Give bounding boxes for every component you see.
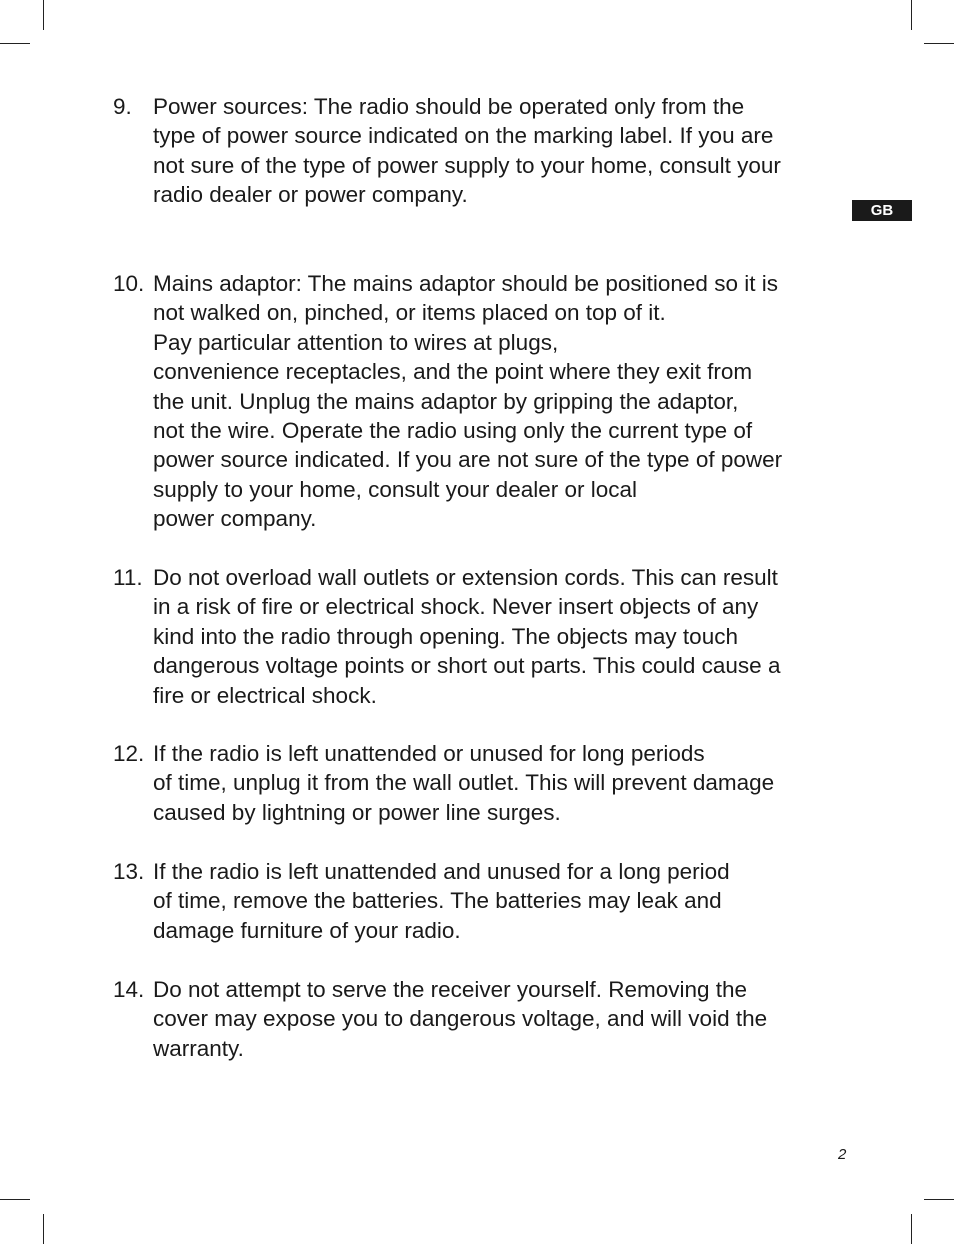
item-text-line: the unit. Unplug the mains adaptor by gripping the adaptor, <box>153 388 739 414</box>
item-text-line: convenience receptacles, and the point where they exit from <box>153 359 753 385</box>
item-number: 14. <box>113 977 145 1002</box>
item-number: 11. <box>113 565 143 590</box>
item-text-line: If the radio is left unattended or unused for long periods <box>153 741 705 766</box>
item-text-line: Pay particular attention to wires at plugs, <box>153 329 559 355</box>
item-text-line: kind into the radio through opening. The objects may touch <box>153 623 738 649</box>
page-number: 2 <box>838 1146 847 1163</box>
item-number: 12. <box>113 741 145 766</box>
list-item-12 <box>113 739 853 827</box>
item-text-line: type of power source indicated on the marking label. If you are <box>153 123 774 149</box>
crop-mark-top-left-vertical <box>43 0 44 30</box>
item-text-line: warranty. <box>153 1035 244 1061</box>
item-text-line: fire or electrical shock. <box>153 682 377 708</box>
crop-mark-bottom-left-vertical <box>43 1214 44 1244</box>
list-item-10 <box>113 269 853 534</box>
item-text-line: Power sources: The radio should be operated only from the <box>153 94 745 119</box>
item-text-line: not the wire. Operate the radio using only the current type of <box>153 418 753 444</box>
crop-mark-bottom-right-horizontal <box>924 1199 954 1200</box>
crop-mark-bottom-right-vertical <box>911 1214 912 1244</box>
item-number: 13. <box>113 859 145 884</box>
item-text-line: cover may expose you to dangerous voltage, and will void the <box>153 1006 768 1032</box>
item-text-line: of time, remove the batteries. The batteries may leak and <box>153 888 722 914</box>
item-text-line: If the radio is left unattended and unused for a long period <box>153 859 730 884</box>
list-item-11 <box>113 563 853 710</box>
list-item-13 <box>113 857 853 945</box>
item-text-line: Do not overload wall outlets or extension cords. This can result <box>153 565 778 590</box>
item-text-line: dangerous voltage points or short out parts. This could cause a <box>153 653 781 679</box>
list-item-9 <box>113 92 853 210</box>
item-text-line: not sure of the type of power supply to your home, consult your <box>153 152 781 178</box>
item-text-line: of time, unplug it from the wall outlet. This will prevent damage <box>153 770 775 796</box>
crop-mark-bottom-left-horizontal <box>0 1199 30 1200</box>
crop-mark-top-left-horizontal <box>0 43 30 44</box>
item-text-line: damage furniture of your radio. <box>153 917 461 943</box>
item-text-line: power company. <box>153 506 317 532</box>
item-number: 10. <box>113 271 145 296</box>
item-text-line: supply to your home, consult your dealer or local <box>153 476 638 502</box>
language-tab: GB <box>852 200 912 221</box>
item-text-line: Do not attempt to serve the receiver yourself. Removing the <box>153 977 748 1002</box>
crop-mark-top-right-horizontal <box>924 43 954 44</box>
list-item-14 <box>113 975 853 1063</box>
item-text-line: Mains adaptor: The mains adaptor should be positioned so it is <box>153 271 778 296</box>
item-number: 9. <box>113 94 132 119</box>
item-text-line: power source indicated. If you are not sure of the type of power <box>153 447 783 473</box>
item-text-line: not walked on, pinched, or items placed on top of it. <box>153 300 666 326</box>
item-text-line: radio dealer or power company. <box>153 182 468 208</box>
item-text-line: caused by lightning or power line surges. <box>153 799 561 825</box>
crop-mark-top-right-vertical <box>911 0 912 30</box>
item-text-line: in a risk of fire or electrical shock. Never insert objects of any <box>153 594 759 620</box>
